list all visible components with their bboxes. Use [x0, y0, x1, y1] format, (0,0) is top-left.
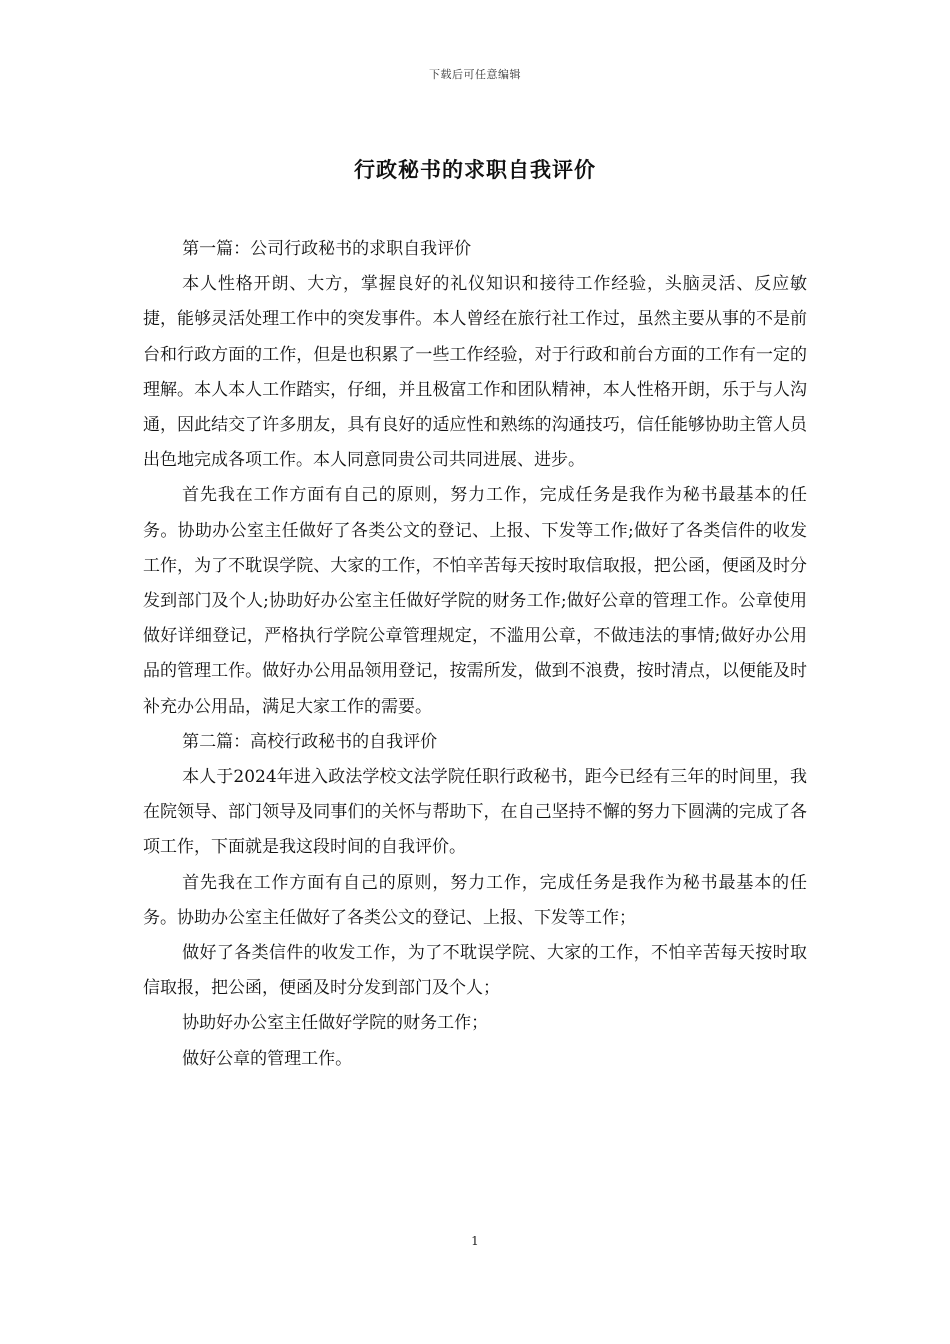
paragraph: 首先我在工作方面有自己的原则，努力工作，完成任务是我作为秘书最基本的任务。协助办公室主任做好了各类公文的登记、上报、下发等工作； — [143, 872, 807, 928]
section-heading-1: 第一篇：公司行政秘书的求职自我评价 — [182, 239, 472, 259]
paragraph: 做好了各类信件的收发工作，为了不耽误学院、大家的工作，不怕辛苦每天按时取信取报，把公函，便函及时分发到部门及个人； — [143, 943, 807, 999]
document-body — [143, 232, 807, 1077]
header-note: 下载后可任意编辑 — [429, 68, 521, 81]
page-number: 1 — [471, 1234, 479, 1248]
paragraph: 本人性格开朗、大方，掌握良好的礼仪知识和接待工作经验，头脑灵活、反应敏捷，能够灵活处理工作中的突发事件。本人曾经在旅行社工作过，虽然主要从事的不是前台和行政方面的工作，但是也积累了一些工作经验，对于行政和前台方面的工作有一定的理解。本人本人工作踏实，仔细，并且极富工作和团队精神，本人性格开朗，乐于与人沟通，因此结交了许多朋友，具有良好的适应性和熟练的沟通技巧，信任能够协助主管人员出色地完成各项工作。本人同意同贵公司共同进展、进步。 — [143, 274, 807, 471]
paragraph: 做好公章的管理工作。 — [182, 1048, 353, 1069]
document-title: 行政秘书的求职自我评价 — [354, 157, 596, 182]
paragraph: 协助好办公室主任做好学院的财务工作； — [182, 1013, 489, 1034]
paragraph: 首先我在工作方面有自己的原则，努力工作，完成任务是我作为秘书最基本的任务。协助办公室主任做好了各类公文的登记、上报、下发等工作;做好了各类信件的收发工作，为了不耽误学院、大家的工作，不怕辛苦每天按时取信取报，把公函，便函及时分发到部门及个人;协助好办公室主任做好学院的财务工作;做好公章的管理工作。公章使用做好详细登记，严格执行学院公章管理规定，不滥用公章，不做违法的事情;做好办公用品的管理工作。做好办公用品领用登记，按需所发，做到不浪费，按时清点，以便能及时补充办公用品，满足大家工作的需要。 — [143, 485, 807, 717]
paragraph: 本人于2024年进入政法学校文法学院任职行政秘书，距今已经有三年的时间里，我在院领导、部门领导及同事们的关怀与帮助下，在自己坚持不懈的努力下圆满的完成了各项工作，下面就是我这段时间的自我评价。 — [143, 767, 807, 858]
section-heading-2: 第二篇：高校行政秘书的自我评价 — [182, 731, 438, 752]
